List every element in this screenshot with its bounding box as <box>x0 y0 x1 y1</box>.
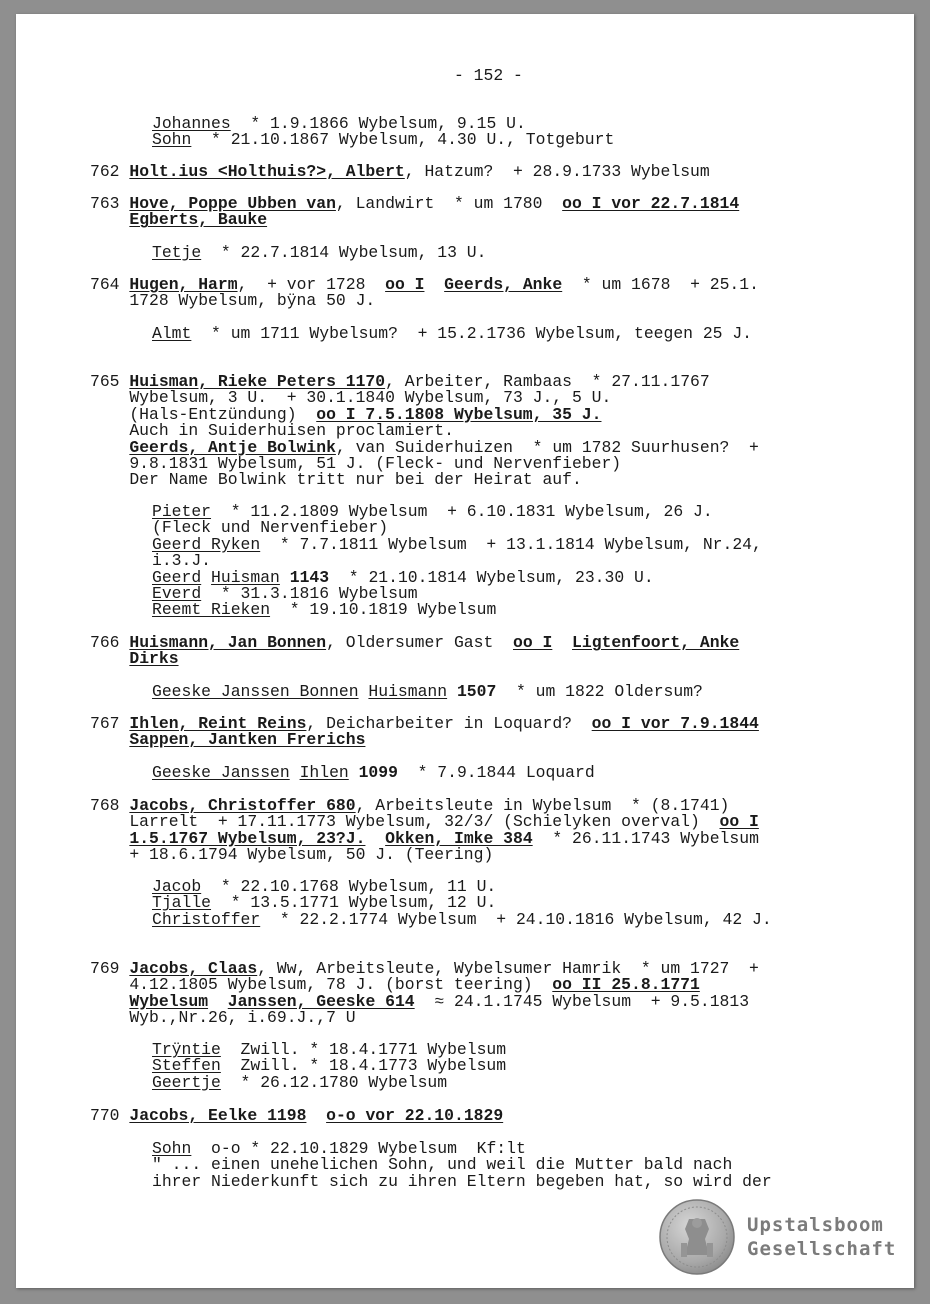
children-list <box>152 879 772 928</box>
name-text: Johannes <box>152 114 231 133</box>
entry-continuation <box>90 114 615 165</box>
text-segment: o-o * 22.10.1829 Wybelsum Kf:lt <box>191 1139 526 1158</box>
document-page <box>16 14 914 1288</box>
name-text: Ligtenfoort, Anke <box>572 633 740 652</box>
text-segment <box>349 763 359 782</box>
name-text: oo I vor 7.9.1844 <box>591 714 759 733</box>
text-segment: , Arbeiter, Rambaas * 27.11.1767 <box>385 372 710 391</box>
text-line <box>152 684 703 700</box>
name-text: Hove, Poppe Ubben van <box>129 194 336 213</box>
text-segment: * 22.10.1768 Wybelsum, 11 U. <box>201 877 497 896</box>
text-segment: ≈ 24.1.1745 Wybelsum + 9.5.1813 <box>414 991 750 1011</box>
name-text: Sohn <box>152 130 192 150</box>
text-segment: 1728 Wybelsum, bÿna 50 J. <box>90 291 376 311</box>
name-text: 1099 <box>358 763 398 782</box>
name-text: Huisman <box>211 567 280 587</box>
text-segment: 765 <box>90 372 130 391</box>
society-logo <box>659 1199 904 1275</box>
text-segment: 9.8.1831 Wybelsum, 51 J. (Fleck- und Nervenfieber) <box>90 453 622 473</box>
text-segment: * 26.11.1743 Wybelsum <box>532 828 759 848</box>
parent-text <box>90 277 759 310</box>
name-text: Tjalle <box>152 893 212 913</box>
text-segment: * um 1678 + 25.1. <box>562 275 759 294</box>
text-line <box>152 765 595 781</box>
text-segment: * 19.10.1819 Wybelsum <box>270 600 497 620</box>
text-segment <box>424 275 444 294</box>
name-text: Dirks <box>129 649 179 669</box>
name-text: oo I <box>512 633 553 652</box>
name-text: Tetje <box>152 243 202 262</box>
text-segment: Wyb.,Nr.26, i.69.J.,7 U <box>90 1008 356 1028</box>
text-line <box>90 635 739 651</box>
text-segment <box>90 649 129 668</box>
name-text: Ihlen, Reint Reins <box>129 714 307 733</box>
text-segment: 769 <box>90 959 130 978</box>
text-segment: * 11.2.1809 Wybelsum + 6.10.1831 Wybelsum, 26 J. <box>211 502 713 521</box>
text-line <box>90 472 759 488</box>
text-segment: ihrer Niederkunft sich zu ihren Eltern begeben hat, so wird der <box>152 1171 772 1191</box>
entry-768 <box>90 796 772 929</box>
entry-766 <box>90 633 740 701</box>
text-line <box>152 1072 506 1092</box>
text-segment: + 18.6.1794 Wybelsum, 50 J. (Teering) <box>90 845 494 865</box>
name-text: Huismann, Jan Bonnen <box>129 633 327 652</box>
name-text: oo I <box>719 812 759 832</box>
parent-text <box>90 961 759 1027</box>
text-segment: (Hals-Entzündung) <box>90 404 317 424</box>
text-line <box>90 293 759 309</box>
name-text: oo I 7.5.1808 Wybelsum, 35 J. <box>316 404 602 424</box>
text-line <box>152 132 614 148</box>
name-text: oo II 25.8.1771 <box>552 975 700 995</box>
parent-text <box>90 374 759 489</box>
children-list <box>152 684 703 700</box>
name-text: o-o vor 22.10.1829 <box>326 1106 504 1125</box>
children-list <box>152 245 486 261</box>
parent-text <box>90 196 739 229</box>
genealogy-text <box>90 14 890 1191</box>
text-segment: Zwill. * 18.4.1773 Wybelsum <box>220 1056 507 1076</box>
text-line <box>90 651 739 667</box>
children-list <box>152 1042 506 1091</box>
text-segment: , + vor 1728 <box>237 275 386 294</box>
text-segment: , Arbeitsleute in Wybelsum * (8.1741) <box>355 796 730 815</box>
text-line <box>152 245 486 261</box>
text-segment: * 22.2.1774 Wybelsum + 24.10.1816 Wybelsum, 42 J. <box>260 909 772 929</box>
name-text: Ihlen <box>299 763 349 782</box>
text-segment: Zwill. * 18.4.1771 Wybelsum <box>220 1040 507 1059</box>
text-segment: , van Suiderhuizen * um 1782 Suurhusen? + <box>335 437 759 457</box>
text-segment: " ... einen unehelichen Sohn, und weil die Mutter bald nach <box>152 1155 733 1175</box>
text-segment: * um 1822 Oldersum? <box>496 682 703 701</box>
parent-text <box>90 164 710 180</box>
text-line <box>90 1108 503 1124</box>
text-segment: Larrelt + 17.11.1773 Wybelsum, 32/3/ (Schielyken overval) <box>90 812 720 832</box>
text-segment <box>90 730 129 749</box>
name-text: Holt.ius <Holthuis?>, Albert <box>129 162 405 181</box>
name-text: Reemt Rieken <box>152 600 271 620</box>
name-text: Geeske Janssen <box>152 763 290 782</box>
name-text: Sappen, Jantken Frerichs <box>129 730 366 750</box>
text-segment: (Fleck und Nervenfieber) <box>152 518 389 538</box>
text-line <box>152 1171 772 1191</box>
name-text: Wybelsum <box>129 991 209 1011</box>
text-segment: Auch in Suiderhuisen proclamiert. <box>90 421 454 441</box>
text-segment: 766 <box>90 633 130 652</box>
text-segment <box>306 1106 326 1125</box>
parent-text <box>90 716 759 749</box>
parent-text <box>90 798 759 864</box>
name-text: Huismann <box>368 682 448 701</box>
text-segment: 770 <box>90 1106 130 1125</box>
text-segment: 768 <box>90 796 130 815</box>
name-text: Jacobs, Claas <box>129 959 258 978</box>
name-text: Jacobs, Eelke 1198 <box>129 1106 307 1125</box>
text-line <box>152 326 752 342</box>
text-segment: * 1.9.1866 Wybelsum, 9.15 U. <box>230 114 526 133</box>
parent-text <box>90 1108 503 1124</box>
name-text: Christoffer <box>152 909 261 929</box>
text-segment: 4.12.1805 Wybelsum, 78 J. (borst teering) <box>90 975 553 995</box>
name-text: Egberts, Bauke <box>129 210 268 230</box>
text-segment <box>552 633 572 652</box>
text-segment: 763 <box>90 194 130 213</box>
name-text: oo I vor 22.7.1814 <box>562 194 740 213</box>
name-text: Jacob <box>152 877 202 896</box>
name-text: Geerd <box>152 567 202 587</box>
page-number: - 152 - <box>454 66 523 85</box>
name-text: Geerds, Antje Bolwink <box>129 437 336 457</box>
text-segment: i.3.J. <box>152 551 212 571</box>
children-list <box>152 116 614 149</box>
text-line <box>90 732 759 748</box>
text-segment: , Ww, Arbeitsleute, Wybelsumer Hamrik * um 1727 + <box>257 959 759 978</box>
logo-line-1: Upstalsboom <box>747 1214 884 1236</box>
entry-769 <box>90 959 759 1092</box>
text-line <box>152 602 762 618</box>
text-segment: * 26.12.1780 Wybelsum <box>220 1072 448 1092</box>
text-segment: Wybelsum, 3 U. + 30.1.1840 Wybelsum, 73 J., 5 U. <box>90 388 612 408</box>
text-line <box>90 847 759 863</box>
name-text: 1143 <box>289 567 330 587</box>
text-line <box>152 909 772 929</box>
text-segment <box>290 763 300 782</box>
text-segment: Der Name Bolwink tritt nur bei der Heirat auf. <box>90 470 582 490</box>
name-text: Pieter <box>152 502 212 521</box>
parent-text <box>90 635 739 668</box>
name-text: Steffen <box>152 1056 221 1076</box>
text-segment: * 21.10.1867 Wybelsum, 4.30 U., Totgeburt <box>191 130 615 150</box>
children-list <box>152 326 752 342</box>
text-segment: * 21.10.1814 Wybelsum, 23.30 U. <box>329 567 654 587</box>
name-text: Okken, Imke 384 <box>385 828 533 848</box>
name-text: Geertje <box>152 1072 221 1092</box>
name-text: Geeske Janssen Bonnen <box>152 682 359 701</box>
text-line <box>90 212 739 228</box>
name-text: 1.5.1767 Wybelsum, 23?J. <box>129 828 366 848</box>
name-text: Sohn <box>152 1139 192 1158</box>
name-text: oo I <box>385 275 425 294</box>
text-segment <box>359 682 369 701</box>
text-segment: * 7.9.1844 Loquard <box>397 763 595 782</box>
text-segment: * 31.3.1816 Wybelsum <box>201 583 418 603</box>
text-segment: * 7.7.1811 Wybelsum + 13.1.1814 Wybelsum, Nr.24, <box>260 534 762 554</box>
text-segment: 767 <box>90 714 130 733</box>
text-segment: * um 1711 Wybelsum? + 15.2.1736 Wybelsum, teegen 25 J. <box>191 324 753 343</box>
text-segment: 762 <box>90 162 130 181</box>
children-list <box>152 504 762 619</box>
name-text: Jacobs, Christoffer 680 <box>129 796 356 815</box>
text-segment: , Landwirt * um 1780 <box>335 194 563 213</box>
name-text: Huisman, Rieke Peters 1170 <box>129 372 386 391</box>
logo-wordmark <box>747 1213 896 1261</box>
text-segment: * 22.7.1814 Wybelsum, 13 U. <box>201 243 487 262</box>
entry-770 <box>90 1106 772 1191</box>
name-text: Janssen, Geeske 614 <box>227 991 415 1011</box>
seal-icon <box>659 1199 735 1275</box>
name-text: Hugen, Harm <box>129 275 238 294</box>
name-text: Almt <box>152 324 192 343</box>
name-text: Geerds, Anke <box>444 275 563 294</box>
name-text: 1507 <box>456 682 497 701</box>
text-segment: 764 <box>90 275 130 294</box>
text-segment <box>90 210 129 229</box>
name-text: Geerd Ryken <box>152 534 261 554</box>
entry-765 <box>90 372 762 620</box>
text-segment: , Oldersumer Gast <box>326 633 513 652</box>
text-segment: , Hatzum? + 28.9.1733 Wybelsum <box>404 162 710 181</box>
entry-763 <box>90 194 740 262</box>
children-list <box>152 765 595 781</box>
entry-767 <box>90 714 759 782</box>
entry-764 <box>90 275 759 343</box>
text-line <box>90 1010 759 1026</box>
text-line <box>90 164 710 180</box>
text-segment: , Deicharbeiter in Loquard? <box>306 714 592 733</box>
name-text: Trÿntie <box>152 1040 221 1059</box>
text-line <box>152 534 762 554</box>
text-segment: * 13.5.1771 Wybelsum, 12 U. <box>211 893 497 913</box>
text-segment <box>447 682 457 701</box>
name-text: Everd <box>152 583 202 603</box>
logo-line-2: Gesellschaft <box>747 1238 897 1260</box>
children-list <box>152 1141 772 1190</box>
